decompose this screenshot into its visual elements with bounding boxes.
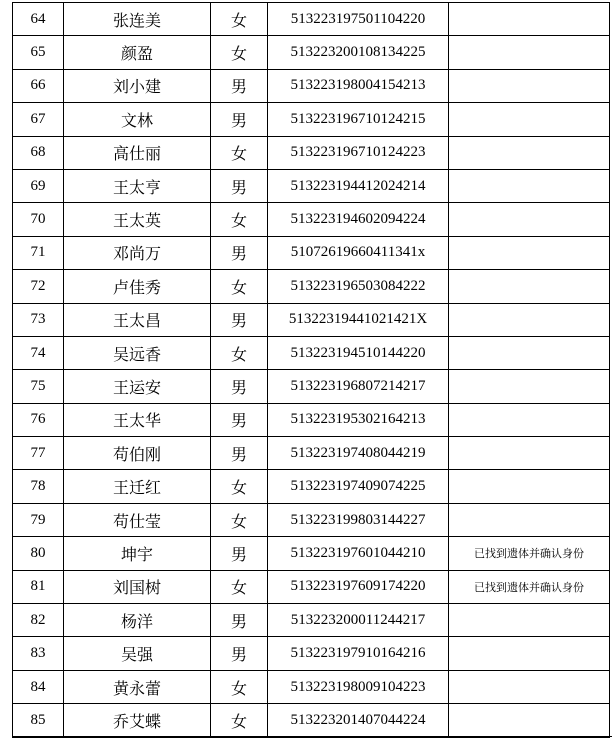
table-row [13, 370, 610, 403]
note-cell: 已找到遗体并确认身份 [449, 570, 610, 603]
id-number-cell: 51072619660411341x [268, 236, 449, 269]
note-cell [449, 403, 610, 436]
id-number-cell: 513223196710124223 [268, 136, 449, 169]
note-cell [449, 637, 610, 670]
row-number-cell: 79 [13, 503, 64, 536]
table-row [13, 36, 610, 69]
row-number-cell: 69 [13, 169, 64, 202]
id-number-cell: 513223194602094224 [268, 203, 449, 236]
id-number-cell: 513223197501104220 [268, 3, 449, 36]
name-cell: 王运安 [64, 370, 211, 403]
table-row [13, 403, 610, 436]
row-number-cell: 81 [13, 570, 64, 603]
gender-cell: 男 [211, 537, 268, 570]
table-row [13, 503, 610, 536]
table-bottom-edge [12, 736, 612, 737]
name-cell: 王迁红 [64, 470, 211, 503]
note-cell [449, 103, 610, 136]
row-number-cell: 72 [13, 270, 64, 303]
table-row [13, 169, 610, 202]
id-number-cell: 513223200011244217 [268, 604, 449, 637]
row-number-cell: 74 [13, 336, 64, 369]
gender-cell: 男 [211, 303, 268, 336]
row-number-cell: 70 [13, 203, 64, 236]
name-cell: 王太英 [64, 203, 211, 236]
id-number-cell: 513223199803144227 [268, 503, 449, 536]
gender-cell: 男 [211, 437, 268, 470]
gender-cell: 男 [211, 604, 268, 637]
name-cell: 文林 [64, 103, 211, 136]
note-cell [449, 336, 610, 369]
id-number-cell: 513223198009104223 [268, 670, 449, 703]
note-cell [449, 303, 610, 336]
table-row [13, 637, 610, 670]
row-number-cell: 80 [13, 537, 64, 570]
id-number-cell: 513223196807214217 [268, 370, 449, 403]
gender-cell: 男 [211, 69, 268, 102]
gender-cell: 女 [211, 503, 268, 536]
note-cell [449, 203, 610, 236]
row-number-cell: 76 [13, 403, 64, 436]
name-cell: 张连美 [64, 3, 211, 36]
gender-cell: 男 [211, 637, 268, 670]
note-cell [449, 370, 610, 403]
row-number-cell: 67 [13, 103, 64, 136]
row-number-cell: 64 [13, 3, 64, 36]
table-row [13, 604, 610, 637]
id-number-cell: 513223197408044219 [268, 437, 449, 470]
note-cell [449, 604, 610, 637]
note-cell [449, 670, 610, 703]
row-number-cell: 65 [13, 36, 64, 69]
id-number-cell: 513223196710124215 [268, 103, 449, 136]
gender-cell: 女 [211, 136, 268, 169]
name-cell: 苟伯刚 [64, 437, 211, 470]
id-number-cell: 513223197409074225 [268, 470, 449, 503]
name-cell: 邓尚万 [64, 236, 211, 269]
name-cell: 刘国树 [64, 570, 211, 603]
table-row [13, 3, 610, 36]
note-cell [449, 3, 610, 36]
name-cell: 王太华 [64, 403, 211, 436]
row-number-cell: 68 [13, 136, 64, 169]
name-cell: 高仕丽 [64, 136, 211, 169]
table-row [13, 236, 610, 269]
note-cell [449, 437, 610, 470]
gender-cell: 女 [211, 670, 268, 703]
name-cell: 王太亨 [64, 169, 211, 202]
row-number-cell: 75 [13, 370, 64, 403]
name-cell: 卢佳秀 [64, 270, 211, 303]
name-cell: 杨洋 [64, 604, 211, 637]
gender-cell: 男 [211, 403, 268, 436]
id-number-cell: 513223201407044224 [268, 704, 449, 737]
gender-cell: 男 [211, 169, 268, 202]
table-row [13, 704, 610, 737]
table-row [13, 203, 610, 236]
note-cell [449, 36, 610, 69]
table-row [13, 570, 610, 603]
note-cell [449, 169, 610, 202]
row-number-cell: 85 [13, 704, 64, 737]
row-number-cell: 77 [13, 437, 64, 470]
id-number-cell: 51322319441021421X [268, 303, 449, 336]
row-number-cell: 66 [13, 69, 64, 102]
id-number-cell: 513223194510144220 [268, 336, 449, 369]
row-number-cell: 84 [13, 670, 64, 703]
id-number-cell: 513223197910164216 [268, 637, 449, 670]
gender-cell: 女 [211, 203, 268, 236]
gender-cell: 女 [211, 3, 268, 36]
gender-cell: 男 [211, 236, 268, 269]
note-cell [449, 136, 610, 169]
name-cell: 刘小建 [64, 69, 211, 102]
id-number-cell: 513223196503084222 [268, 270, 449, 303]
gender-cell: 女 [211, 570, 268, 603]
name-cell: 吴远香 [64, 336, 211, 369]
roster-body [13, 3, 610, 738]
table-row [13, 303, 610, 336]
gender-cell: 女 [211, 36, 268, 69]
note-cell [449, 503, 610, 536]
name-cell: 坤宇 [64, 537, 211, 570]
name-cell: 黄永蕾 [64, 670, 211, 703]
note-cell: 已找到遗体并确认身份 [449, 537, 610, 570]
table-row [13, 69, 610, 102]
id-number-cell: 513223197601044210 [268, 537, 449, 570]
name-cell: 吴强 [64, 637, 211, 670]
gender-cell: 女 [211, 336, 268, 369]
gender-cell: 女 [211, 704, 268, 737]
id-number-cell: 513223197609174220 [268, 570, 449, 603]
table-row [13, 103, 610, 136]
gender-cell: 女 [211, 470, 268, 503]
table-row [13, 670, 610, 703]
id-number-cell: 513223198004154213 [268, 69, 449, 102]
table-row [13, 336, 610, 369]
table-row [13, 437, 610, 470]
note-cell [449, 270, 610, 303]
note-cell [449, 470, 610, 503]
name-cell: 乔艾蝶 [64, 704, 211, 737]
row-number-cell: 78 [13, 470, 64, 503]
table-row [13, 136, 610, 169]
gender-cell: 男 [211, 370, 268, 403]
note-cell [449, 704, 610, 737]
gender-cell: 男 [211, 103, 268, 136]
row-number-cell: 83 [13, 637, 64, 670]
roster-table [12, 2, 610, 738]
row-number-cell: 71 [13, 236, 64, 269]
note-cell [449, 236, 610, 269]
id-number-cell: 513223195302164213 [268, 403, 449, 436]
name-cell: 颜盈 [64, 36, 211, 69]
name-cell: 苟仕莹 [64, 503, 211, 536]
note-cell [449, 69, 610, 102]
table-row [13, 270, 610, 303]
id-number-cell: 513223194412024214 [268, 169, 449, 202]
row-number-cell: 82 [13, 604, 64, 637]
table-row [13, 470, 610, 503]
name-cell: 王太昌 [64, 303, 211, 336]
id-number-cell: 513223200108134225 [268, 36, 449, 69]
gender-cell: 女 [211, 270, 268, 303]
table-row [13, 537, 610, 570]
row-number-cell: 73 [13, 303, 64, 336]
